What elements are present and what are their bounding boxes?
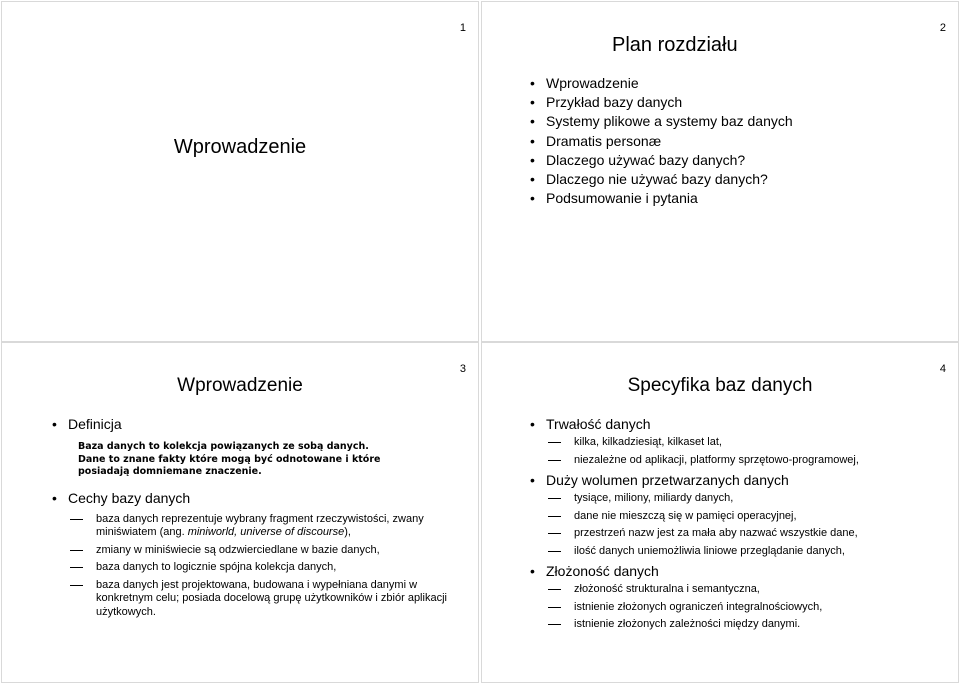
cechy-item: baza danych reprezentuje wybrany fragment rzeczywistości, zwany miniświatem (ang. miniworld, universe of discourse), <box>68 513 447 540</box>
page-number: 4 <box>939 363 946 375</box>
agenda-item: • Dlaczego nie używać bazy danych? <box>530 170 793 189</box>
section-heading: • Duży wolumen przetwarzanych danych tysiące, miliony, miliardy danych, dane nie mieszczą się w pamięci operacyjnej, przestrzeń nazw jest za mała aby nazwać wszystkie dane, ilość danych uniemożliwia liniowe przeglądanie danych, <box>530 471 935 558</box>
section-item: tysiące, miliony, miliardy danych, <box>546 492 935 506</box>
section-item: ilość danych uniemożliwia liniowe przeglądanie danych, <box>546 545 935 559</box>
cechy-item: baza danych jest projektowana, budowana i wypełniana danymi w konkretnym celu; posiada docelową grupę użytkowników i zbiór aplikacji użytkowych. <box>68 579 447 620</box>
slide-3 <box>1 342 479 683</box>
section-item: dane nie mieszczą się w pamięci operacyjnej, <box>546 510 935 524</box>
slide-title: Wprowadzenie <box>173 136 307 158</box>
section-items <box>546 583 935 632</box>
agenda-list <box>530 74 793 208</box>
cechy-list <box>68 513 447 620</box>
section-item: kilka, kilkadziesiąt, kilkaset lat, <box>546 436 935 450</box>
definition-text: Baza danych to kolekcja powiązanych ze sobą danych. Dane to znane fakty które mogą być odnotowane i które posiadają domniemane znaczenie. <box>78 441 381 477</box>
section-item: niezależne od aplikacji, platformy sprzętowo-programowej, <box>546 454 935 468</box>
section-items <box>546 436 935 467</box>
section-item: istnienie złożonych ograniczeń integralnościowych, <box>546 601 935 615</box>
specyfika-list <box>530 415 935 636</box>
slide-2 <box>481 1 959 342</box>
cechy-item: baza danych to logicznie spójna kolekcja danych, <box>68 561 447 575</box>
page-number: 3 <box>459 363 466 375</box>
agenda-item: • Systemy plikowe a systemy baz danych <box>530 112 793 131</box>
agenda-item: • Przykład bazy danych <box>530 93 793 112</box>
cechy-item: zmiany w miniświecie są odzwierciedlane w bazie danych, <box>68 544 447 558</box>
section-items <box>546 492 935 558</box>
page-number: 2 <box>939 22 946 34</box>
section-item: istnienie złożonych zależności między danymi. <box>546 618 935 632</box>
cechy-heading: • Cechy bazy danych baza danych reprezentuje wybrany fragment rzeczywistości, zwany miniświatem (ang. miniworld, universe of discourse), zmiany w miniświecie są odzwierciedlane w bazie danych, baza danych to logicznie spójna kolekcja danych, baza danych jest projektowana, budowana i wypełniana danymi w konkretnym celu; posiada docelową grupę użytkowników i zbiór aplikacji użytkowych. <box>52 489 447 620</box>
slide-1 <box>1 1 479 342</box>
definition-heading: • Definicja Baza danych to kolekcja powiązanych ze sobą danych. Dane to znane fakty które mogą być odnotowane i które posiadają domniemane znaczenie. <box>52 415 447 479</box>
section-heading: • Trwałość danych kilka, kilkadziesiąt, kilkaset lat, niezależne od aplikacji, platformy sprzętowo-programowej, <box>530 415 935 467</box>
slide-4 <box>481 342 959 683</box>
slide-title: Specyfika baz danych <box>627 375 813 396</box>
definition-section <box>52 415 447 619</box>
agenda-item: • Dramatis personæ <box>530 132 793 151</box>
slide-title: Plan rozdziału <box>612 34 738 56</box>
page-number: 1 <box>459 22 466 34</box>
slide-content <box>52 415 447 623</box>
agenda-item: • Dlaczego używać bazy danych? <box>530 151 793 170</box>
agenda-item: • Wprowadzenie <box>530 74 793 93</box>
section-item: przestrzeń nazw jest za mała aby nazwać wszystkie dane, <box>546 527 935 541</box>
section-item: złożoność strukturalna i semantyczna, <box>546 583 935 597</box>
slide-title: Wprowadzenie <box>177 375 303 396</box>
agenda-item: • Podsumowanie i pytania <box>530 189 793 208</box>
section-heading: • Złożoność danych złożoność strukturalna i semantyczna, istnienie złożonych ograniczeń integralnościowych, istnienie złożonych zależności między danymi. <box>530 562 935 632</box>
